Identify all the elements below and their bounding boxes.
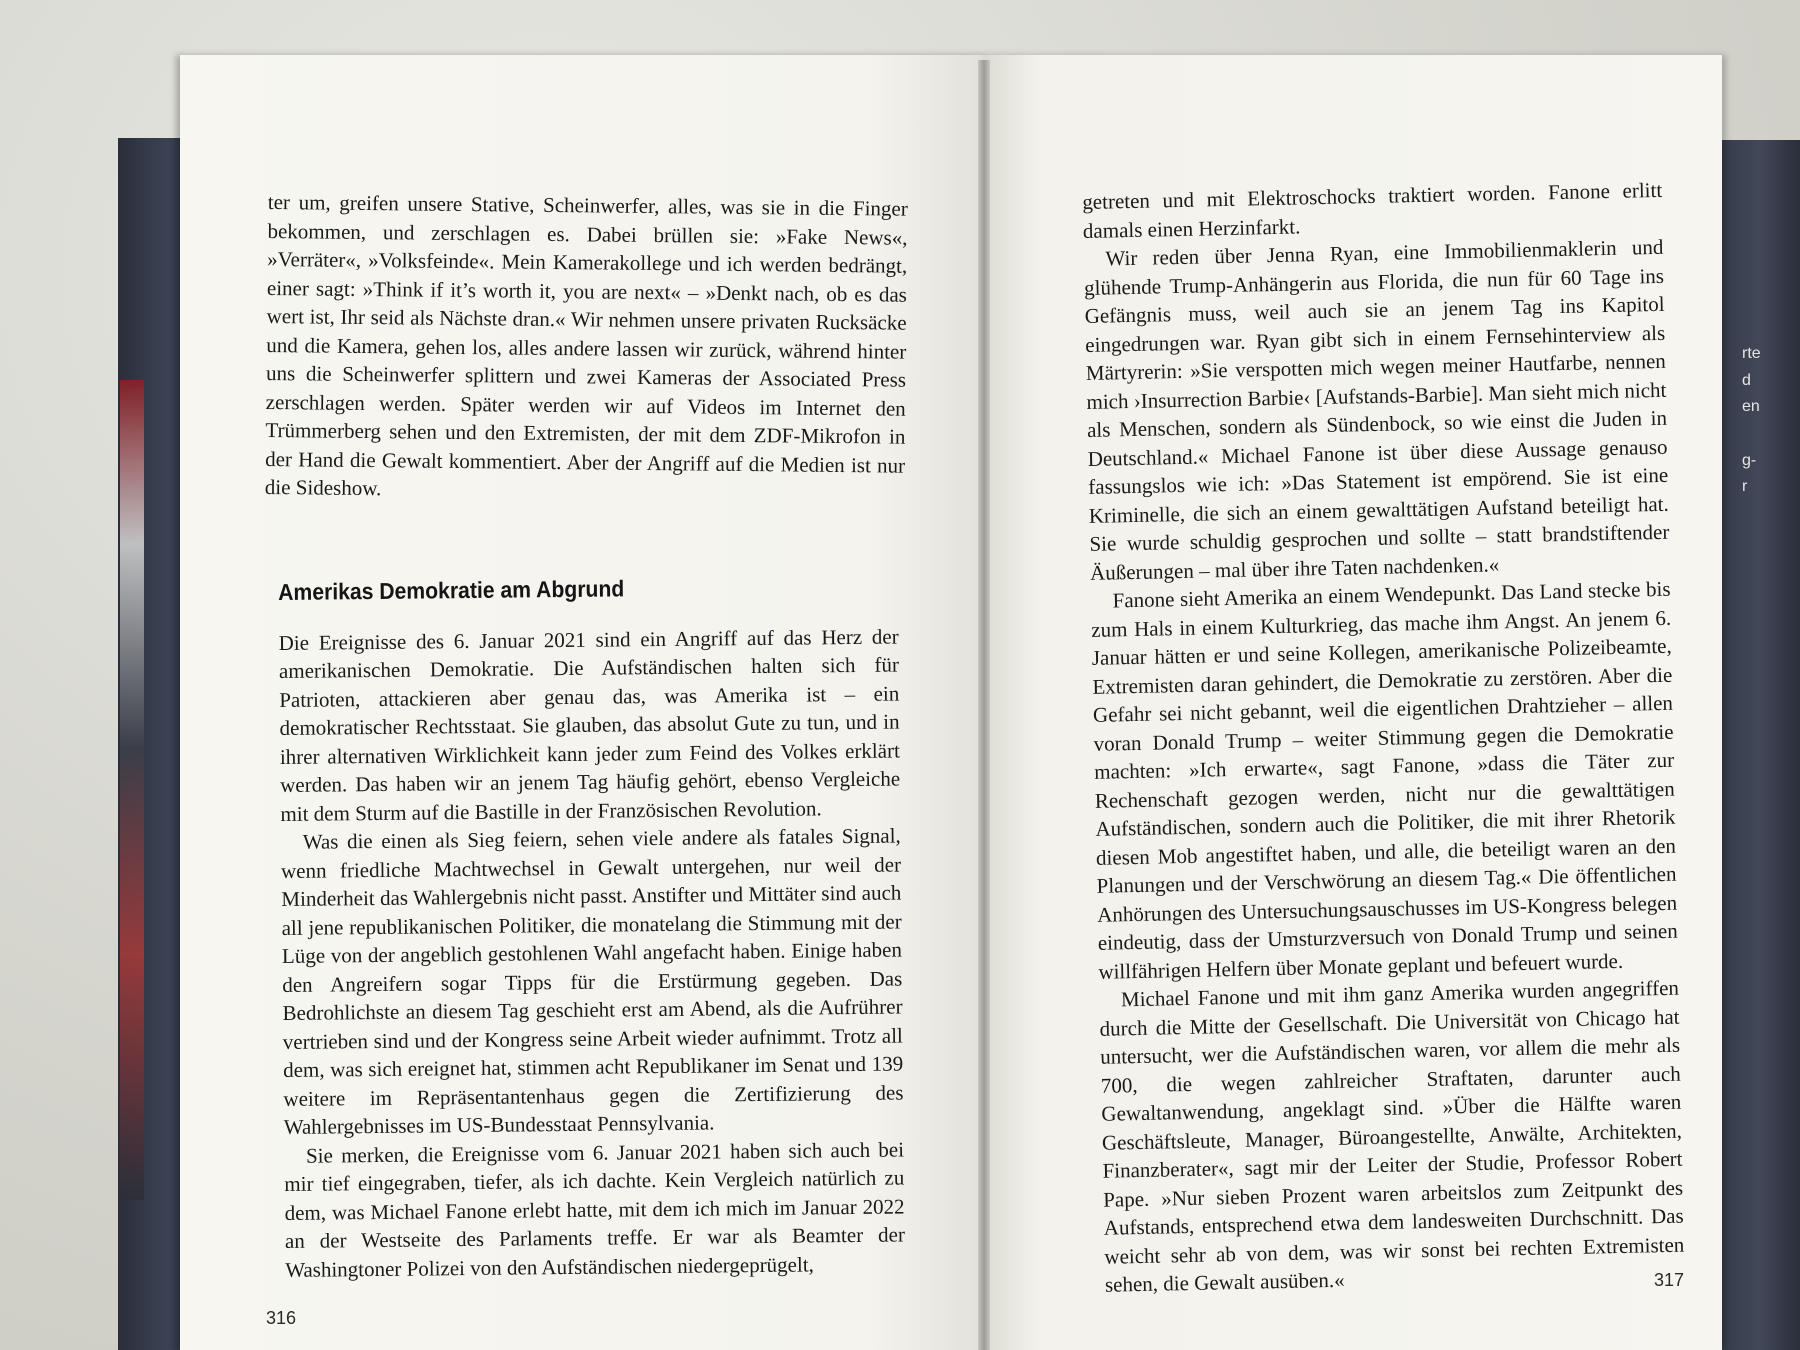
- cover-text-fragment: en: [1742, 398, 1760, 415]
- left-page-section: [278, 572, 905, 1284]
- right-page-text: [1082, 176, 1685, 1299]
- book-gutter: [978, 60, 990, 1350]
- body-paragraph: Michael Fanone und mit ihm ganz Amerika wurden angegriffen durch die Mitte der Gesellschaft. Die Universität von Chicago hat untersucht, wer die Aufständischen waren, vor allem die mehr als 700, die wegen zahlreicher Straftaten, darunter auch Gewaltanwendung, angeklagt sind. »Über die Hälfte waren Geschäftsleute, Manager, Büroangestellte, Anwälte, Architekten, Finanzberater«, sagt mir der Leiter der Studie, Professor Robert Pape. »Nur sieben Prozent waren arbeitslos zum Zeitpunkt des Aufstands, entsprechend etwa dem landesweiten Durchschnitt. Das weicht sehr ab von dem, was wir sonst bei rechten Extremisten sehen, die Gewalt ausüben.«: [1099, 975, 1685, 1297]
- cover-text-fragment: r: [1742, 478, 1748, 495]
- body-paragraph: Fanone sieht Amerika an einem Wendepunkt. Das Land stecke bis zum Hals in einem Kulturkrieg, das mache ihm Angst. An jenem 6. Januar hätten er und seine Kollegen, amerikanische Polizeibeamte, Extremisten daran gehindert, die Demokratie zu zerstören. Aber die Gefahr sei nicht gebannt, weil die eigentlichen Drahtzieher – allen voran Donald Trump – weiter Stimmung gegen die Demokratie machten: »Ich erwarte«, sagt Fanone, »dass die Täter zur Rechenschaft gezogen werden, nicht nur die gewalttätigen Aufständischen, sondern auch die Politiker, die mit ihrer Rhetorik diesen Mob angestiftet haben, und alle, die beteiligt waren an den Planungen und der Verschwörung an diesem Tag.« Die öffentlichen Anhörungen des Untersuchungsauschusses im US-Kongress belegen eindeutig, dass der Umsturzversuch von Donald Trump und seinen willfährigen Helfern über Monate geplant und befeuert wurde.: [1090, 576, 1678, 984]
- body-paragraph: getreten und mit Elektroschocks traktiert worden. Fanone erlitt damals einen Herzinfarkt.: [1082, 177, 1663, 243]
- body-paragraph: Sie merken, die Ereignisse vom 6. Januar 2021 haben sich auch bei mir tief eingegraben, tiefer, als ich dachte. Kein Vergleich natürlich zu dem, was Michael Fanone erlebt hatte, mit dem ich mich im Januar 2022 an der Westseite des Parlaments treffe. Er war als Beamter der Washingtoner Polizei von den Aufständischen niedergeprügelt,: [284, 1136, 906, 1282]
- intro-paragraph: ter um, greifen unsere Stative, Scheinwerfer, alles, was sie in die Finger bekommen, und zerschlagen es. Dabei brüllen sie: »Fake News«, »Verräter«, »Volksfeinde«. Mein Kamerakollege und ich werden bedrängt, einer sagt: »Think if it’s worth it, you are next« – »Denkt nach, ob es das wert ist, Ihr seid als Nächste dran.« Wir nehmen unsere privaten Rucksäcke und die Kamera, gehen los, alles andere lassen wir zurück, während hinter uns die Scheinwerfer splittern und zwei Kameras der Associated Press zerschlagen werden. Später werden wir auf Videos im Internet den Trümmerberg sehen und den Extremisten, der mit dem ZDF-Mikrofon in der Hand die Gewalt kommentiert. Aber der Angriff auf die Medien ist nur die Sideshow.: [264, 189, 908, 501]
- cover-text-fragment: d: [1742, 372, 1751, 389]
- cover-text-fragment: rte: [1742, 345, 1761, 362]
- page-number-left: 316: [266, 1308, 297, 1328]
- body-paragraph: Wir reden über Jenna Ryan, eine Immobilienmaklerin und glühende Trump-Anhängerin aus Florida, die nun für 60 Tage ins Gefängnis muss, weil auch sie an jenem Tag ins Kapitol eingedrungen war. Ryan gibt sich in einem Fernsehinterview als Märtyrerin: »Sie verspotten mich wegen meiner Hautfarbe, nennen mich ›Insurrection Barbie‹ [Aufstands-Barbie]. Man sieht mich nicht als Menschen, sondern als Sündenbock, so wie einst die Juden in Deutschland.« Michael Fanone ist über diese Aussage genauso fassungslos wie ich: »Das Statement ist empörend. Sie ist eine Kriminelle, die sich an einem gewalttätigen Aufstand beteiligt hat. Sie wurde schuldig gesprochen und sollte – statt brandstiftender Äußerungen – mal über ihre Taten nachdenken.«: [1083, 234, 1670, 585]
- left-page-intro: [265, 188, 908, 508]
- cover-art-strip: [120, 380, 144, 1200]
- page-number-right: 317: [1654, 1270, 1685, 1290]
- section-heading: Amerikas Demokratie am Abgrund: [278, 575, 625, 605]
- cover-text-fragment: g-: [1742, 452, 1757, 469]
- body-paragraph: Die Ereignisse des 6. Januar 2021 sind ein Angriff auf das Herz der amerikanischen Demokratie. Die Aufständischen halten sich für Patrioten, attackieren aber genau das, was Amerika ist – ein demokratischer Rechtsstaat. Sie glauben, das absolut Gute zu tun, und in ihrer alternativen Wirklichkeit kann jeder zum Feind des Volkes erklärt werden. Das haben wir an jenem Tag häufig gehört, ebenso Vergleiche mit dem Sturm auf die Bastille in der Französischen Revolution.: [278, 624, 901, 826]
- body-paragraph: Was die einen als Sieg feiern, sehen viele andere als fatales Signal, wenn friedliche Machtwechsel in Gewalt untergehen, nur weil der Minderheit das Wahlergebnis nicht passt. Anstifter und Mittäter sind auch all jene republikanischen Politiker, die monatelang die Stimmung mit der Lüge von der angeblich gestohlenen Wahl angefacht haben. Einige haben den Angreifern sogar Tipps für die Erstürmung gegeben. Das Bedrohlichste an diesem Tag geschieht erst am Abend, als die Aufrührer vertrieben sind und der Kongress seine Arbeit wieder aufnimmt. Trotz all dem, was sich ereignet hat, stimmen acht Republikaner im Senat und 139 weitere im Repräsentantenhaus gegen die Zertifizierung des Wahlergebnisses im US-Bundesstaat Pennsylvania.: [280, 823, 904, 1139]
